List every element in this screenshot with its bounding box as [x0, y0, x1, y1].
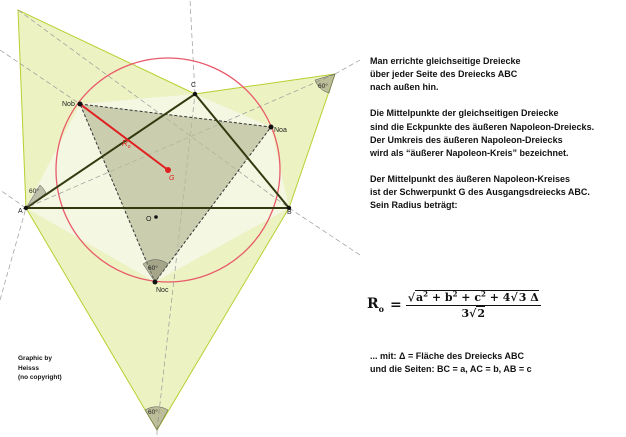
- radius-letter: R: [122, 139, 128, 148]
- description-line: Die Mittelpunkte der gleichseitigen Dreiecke: [370, 108, 559, 119]
- description-line: nach außen hin.: [370, 82, 439, 93]
- sqrt-symbol: √: [510, 291, 518, 305]
- description-line: über jeder Seite des Dreiecks ABC: [370, 69, 518, 80]
- radius-formula: [367, 285, 541, 325]
- note-line: und die Seiten: BC = a, AC = b, AB = c: [370, 364, 532, 374]
- label-g: G: [169, 175, 175, 182]
- description-paragraph-3: [370, 173, 620, 213]
- point-noc: [153, 280, 158, 285]
- term-a: a: [415, 291, 424, 305]
- description-line: Der Umkreis des äußeren Napoleon-Dreiecks: [370, 134, 563, 145]
- description-line: Sein Radius beträgt:: [370, 200, 458, 211]
- point-noa: [269, 125, 274, 130]
- label-noc: Noc: [156, 287, 169, 294]
- point-a: [24, 206, 28, 210]
- formula-lhs: [367, 296, 384, 314]
- radius-subscript: o: [127, 144, 131, 150]
- description-panel: [370, 55, 620, 225]
- label-o: O: [146, 216, 152, 223]
- term-c: + c: [461, 291, 482, 305]
- label-a: A: [18, 208, 23, 215]
- label-noa: Noa: [274, 127, 287, 134]
- term-delta: Δ: [530, 291, 539, 305]
- description-line: wird als “äußerer Napoleon-Kreis” bezeichnet.: [370, 148, 569, 159]
- credit-line: Heisss: [18, 364, 39, 372]
- description-line: sind die Eckpunkte des äußeren Napoleon-Dreiecks.: [370, 121, 595, 132]
- description-line: Der Mittelpunkt des äußeren Napoleon-Kreises: [370, 174, 571, 185]
- description-line: ist der Schwerpunkt G des Ausgangsdreiecks ABC.: [370, 187, 590, 198]
- angle-label-bc: 60°: [318, 83, 328, 90]
- graphic-credit: [18, 354, 62, 383]
- point-c: [193, 92, 197, 96]
- formula-r: R: [367, 296, 379, 313]
- label-nob: Nob: [62, 101, 75, 108]
- point-o: [154, 215, 158, 219]
- formula-r-sub: o: [378, 303, 384, 314]
- description-line: Man errichte gleichseitige Dreiecke: [370, 56, 521, 66]
- den-root2: 2: [477, 307, 485, 321]
- term-b: + b: [431, 291, 453, 305]
- formula-fraction: [406, 290, 541, 321]
- label-b: B: [287, 209, 292, 216]
- sqrt-symbol: √: [407, 291, 415, 305]
- point-nob: [78, 102, 83, 107]
- angle-label-ab: 60°: [148, 409, 158, 416]
- formula-numerator: [406, 290, 541, 307]
- label-c: C: [191, 82, 197, 89]
- point-g: [165, 167, 171, 173]
- formula-note: [370, 350, 532, 376]
- credit-line: Graphic by: [18, 355, 52, 362]
- formula-denominator: [461, 306, 485, 320]
- angle-label-noc: 60°: [148, 265, 158, 272]
- term-4: + 4: [489, 291, 511, 305]
- description-paragraph-1: [370, 55, 620, 95]
- formula-radicand: $a^2 + b^2 + c^2 + 4√3$ Δ: [415, 289, 539, 305]
- credit-line: (no copyright): [18, 374, 62, 381]
- description-paragraph-2: [370, 107, 620, 160]
- angle-label-a: 60°: [29, 188, 39, 195]
- den-3: 3: [461, 307, 470, 321]
- formula-equals: =: [389, 297, 402, 313]
- note-line: ... mit: Δ = Fläche des Dreiecks ABC: [370, 351, 524, 361]
- sqrt-symbol: √: [469, 307, 477, 321]
- term-root3: 3: [518, 291, 527, 305]
